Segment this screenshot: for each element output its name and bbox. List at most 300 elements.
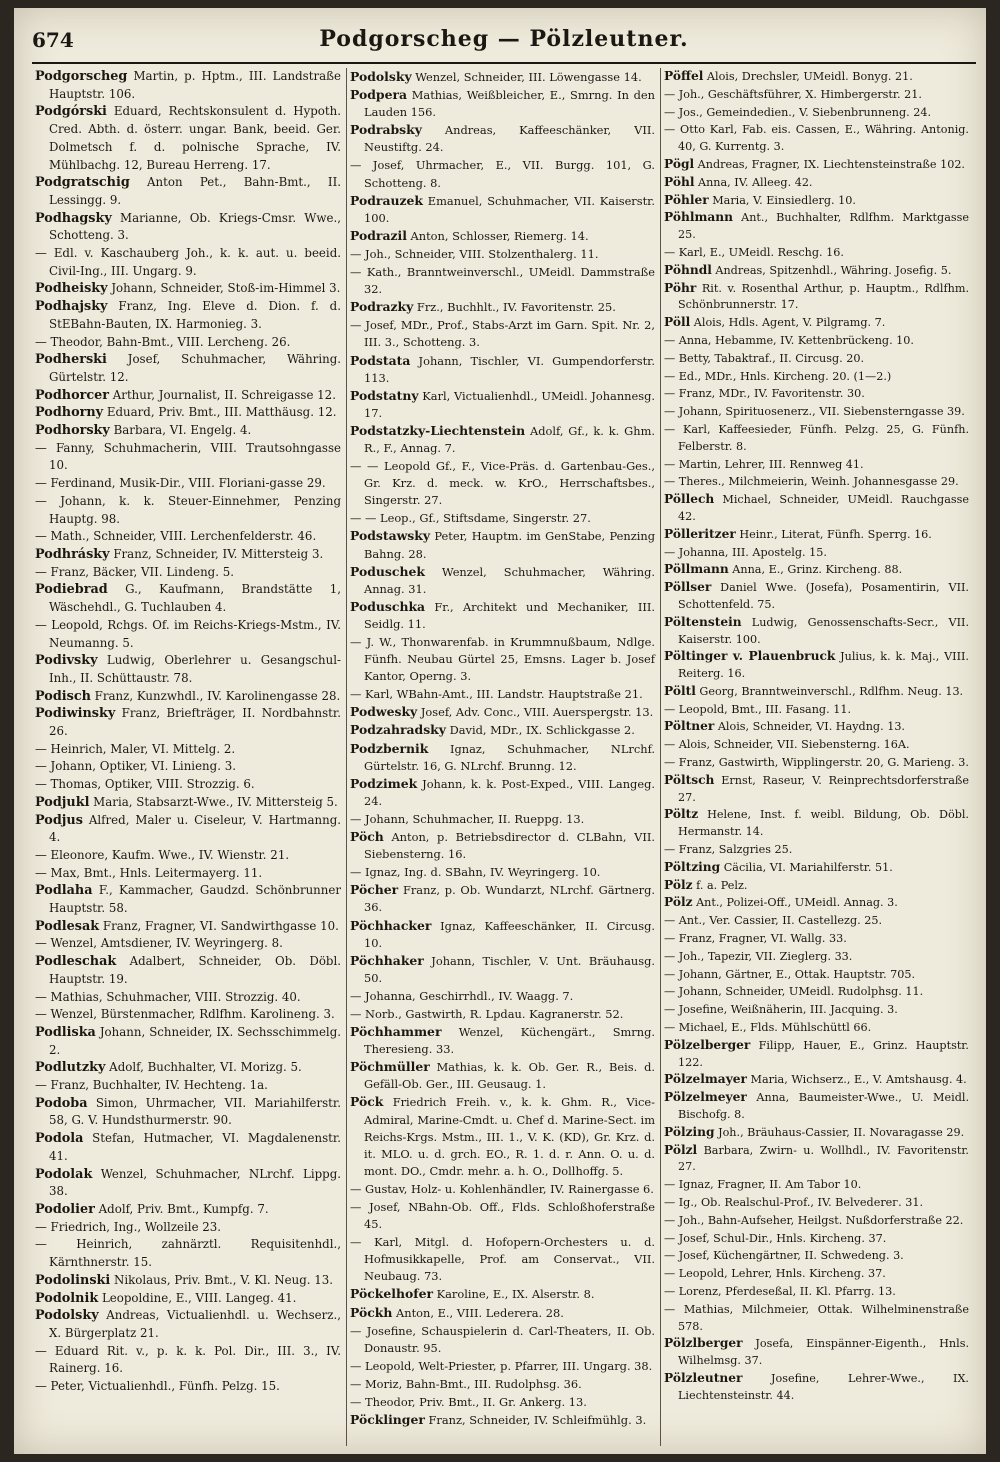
- entry-surname: Podzbernik: [350, 740, 429, 756]
- entry-surname: Podolak: [35, 1166, 93, 1182]
- directory-entry: [664, 877, 969, 895]
- directory-entry: [350, 598, 655, 633]
- entry-surname: Pöch: [350, 829, 384, 845]
- entry-surname: Podolsky: [35, 1308, 99, 1324]
- entry-surname: Podzimek: [350, 775, 418, 791]
- entry-surname: Pölzing: [664, 1124, 715, 1139]
- directory-entry: [664, 1142, 969, 1177]
- entry-details: Anton, E., VIII. Lederera. 28.: [392, 1305, 564, 1320]
- entry-surname: Podgórski: [35, 104, 107, 120]
- entry-details: F., Kammacher, Gaudzd. Schönbrunner Hauptstr. 58.: [49, 883, 341, 916]
- directory-entry: [350, 563, 655, 598]
- entry-details: Karoline, E., IX. Alserstr. 8.: [432, 1287, 595, 1302]
- directory-entry: [350, 1393, 655, 1411]
- directory-entry: [350, 227, 655, 245]
- directory-entry: [664, 579, 969, 614]
- entry-details: — Johanna, Geschirrhdl., IV. Waagg. 7.: [350, 988, 574, 1003]
- entry-surname: Podstata: [350, 352, 411, 368]
- entry-details: Franz, p. Ob. Wundarzt, NLrchf. Gärtnerg. 36.: [364, 883, 655, 915]
- directory-entry: [664, 209, 969, 244]
- entry-details: Andreas, Kaffeeschänker, VII. Neustiftg. 24.: [364, 123, 655, 155]
- directory-entry: [350, 810, 655, 828]
- entry-surname: Pölzelmeyer: [664, 1090, 747, 1105]
- entry-surname: Podrazky: [350, 299, 414, 315]
- directory-entry: [664, 912, 969, 930]
- directory-entry: [350, 457, 655, 509]
- entry-surname: Pöltenstein: [664, 614, 742, 629]
- entry-details: — Kath., Branntweinverschl., UMeidl. Dammstraße 32.: [350, 265, 655, 297]
- entry-details: G., Kaufmann, Brandstätte 1, Wäschehdl., G. Tuchlauben 4.: [49, 582, 341, 615]
- directory-entry: [35, 1201, 341, 1219]
- directory-entry: [350, 685, 655, 703]
- entry-details: Joh., Bräuhaus-Cassier, II. Novaragasse 29.: [714, 1125, 965, 1139]
- entry-surname: Pöltl: [664, 683, 696, 698]
- entry-details: Fr., Architekt und Mechaniker, III. Seidlg. 11.: [364, 599, 655, 631]
- directory-entry: [664, 473, 969, 491]
- entry-surname: Podjukl: [35, 794, 90, 810]
- directory-entry: [350, 1411, 655, 1429]
- directory-entry: [35, 812, 341, 847]
- entry-surname: Pöchhaker: [350, 952, 424, 968]
- directory-entry: [664, 421, 969, 456]
- column-2: [346, 68, 660, 1446]
- directory-entry: [664, 983, 969, 1001]
- entry-details: — Ig., Ob. Realschul-Prof., IV. Belvederег. 31.: [664, 1196, 924, 1209]
- entry-details: David, MDr., IX. Schlickgasse 2.: [445, 723, 635, 738]
- directory-entry: [664, 754, 969, 772]
- entry-details: — Franz, MDr., IV. Favoritenstr. 30.: [664, 387, 865, 401]
- entry-details: Frz., Buchhlt., IV. Favoritenstr. 25.: [413, 300, 616, 315]
- entry-details: — Lorenz, Pferdeseßal, II. Kl. Pfarrg. 13.: [664, 1284, 896, 1298]
- entry-details: Eduard, Priv. Bmt., III. Matthäusg. 12.: [103, 405, 337, 420]
- directory-entry: [664, 314, 969, 332]
- entry-surname: Pöltsch: [664, 772, 715, 787]
- directory-entry: [350, 721, 655, 739]
- entry-details: — Leopold, Welt-Priester, p. Pfarrer, III. Ungarg. 38.: [350, 1358, 653, 1373]
- entry-details: Wenzel, Schuhmacher, NLrchf. Lippg. 38.: [49, 1166, 341, 1199]
- directory-entry: [664, 736, 969, 754]
- directory-entry: [664, 1071, 969, 1089]
- entry-surname: Pöckh: [350, 1304, 393, 1320]
- entry-details: — Max, Bmt., Hnls. Leitermayerg. 11.: [35, 865, 263, 880]
- directory-entry: [664, 1301, 969, 1336]
- directory-entry: [35, 847, 341, 865]
- entry-details: Ludwig, Genossenschafts-Secr., VII. Kaiserstr. 100.: [678, 615, 969, 646]
- directory-entry: [664, 859, 969, 877]
- entry-details: — Josef, Schul-Dir., Hnls. Kircheng. 37.: [664, 1231, 887, 1245]
- directory-entry: [350, 740, 655, 775]
- entry-details: — Alois, Schneider, VII. Siebensterng. 16A.: [664, 738, 910, 752]
- entry-details: Anna, E., Grinz. Kircheng. 88.: [728, 563, 903, 577]
- directory-entry: [664, 1194, 969, 1212]
- entry-surname: Podlutzky: [35, 1060, 106, 1076]
- entry-details: — Josefine, Schauspielerin d. Carl-Theaters, II. Ob. Donaustr. 95.: [350, 1323, 655, 1355]
- directory-entry: [35, 935, 341, 953]
- directory-entry: [664, 332, 969, 350]
- entry-details: Arthur, Journalist, II. Schreigasse 12.: [109, 387, 336, 402]
- directory-entry: [35, 1095, 341, 1130]
- entry-details: — Thomas, Optiker, VIII. Strozzig. 6.: [35, 777, 255, 792]
- entry-details: — Johann, Spirituosenerz., VII. Siebensterngasse 39.: [664, 405, 965, 419]
- directory-columns: [32, 68, 976, 1446]
- directory-entry: [35, 546, 341, 564]
- entry-surname: Podrabsky: [350, 122, 422, 138]
- entry-details: Maria, V. Einsiedlerg. 10.: [708, 193, 856, 207]
- entry-surname: Podleschak: [35, 954, 117, 970]
- directory-entry: [664, 1124, 969, 1142]
- directory-entry: [664, 104, 969, 122]
- directory-entry: [664, 174, 969, 192]
- entry-details: Anna, Baumeister-Wwe., U. Meidl. Bischofg. 8.: [678, 1091, 969, 1122]
- directory-entry: [35, 989, 341, 1007]
- entry-details: — Josef, MDr., Prof., Stabs-Arzt im Garn. Spit. Nr. 2, III. 3., Schotteng. 3.: [350, 318, 655, 350]
- entry-details: — Mathias, Schuhmacher, VIII. Strozzig. 40.: [35, 989, 301, 1004]
- directory-entry: [350, 1005, 655, 1023]
- directory-entry: [35, 741, 341, 759]
- entry-details: Martin, p. Hptm., III. Landstraße Hauptstr. 106.: [49, 69, 341, 101]
- entry-surname: Podliska: [35, 1024, 96, 1040]
- entry-details: — Theodor, Bahn-Bmt., VIII. Lercheng. 26.: [35, 334, 291, 349]
- entry-details: Michael, Schneider, UMeidl. Rauchgasse 42.: [678, 493, 969, 523]
- directory-entry: [664, 156, 969, 174]
- entry-surname: Podjus: [35, 812, 83, 828]
- entry-surname: Podrauzek: [350, 192, 423, 208]
- entry-details: — Johann, Schneider, UMeidl. Rudolphsg. 11.: [664, 985, 924, 999]
- directory-entry: [35, 1024, 341, 1059]
- directory-entry: [664, 192, 969, 210]
- entry-details: Friedrich Freih. v., k. k. Ghm. R., Vice-Admiral, Marine-Cmdt. u. Chef d. Marine-Sect. im Reichs-Krgs. Mstm., III. 1., V. K. (KD), Gr. Krz. d. it. MLO. u. d. grch. EO., R. 1. d. r. Ann. O. u. d. mont. DO., Cmdr. mehr. a. h. O., Dollhoffg. 5.: [364, 1095, 655, 1178]
- directory-entry: [664, 526, 969, 544]
- directory-entry: [664, 350, 969, 368]
- entry-details: — Franz, Bäcker, VII. Lindeng. 5.: [35, 564, 234, 579]
- entry-details: — Josef, Uhrmacher, E., VII. Burgg. 101, G. Schotteng. 8.: [350, 158, 655, 190]
- entry-details: — J. W., Thonwarenfab. in Krummnußbaum, Ndlge. Fünfh. Neubau Gürtel 25, Emsns. Lager b. Josef Kantor, Operng. 3.: [350, 635, 655, 684]
- directory-entry: [350, 527, 655, 562]
- entry-details: — — Leop., Gf., Stiftsdame, Singerstr. 27.: [350, 511, 591, 526]
- directory-entry: [664, 280, 969, 315]
- directory-entry: [35, 1378, 341, 1396]
- directory-entry: [350, 1023, 655, 1058]
- directory-entry: [664, 385, 969, 403]
- directory-entry: [664, 841, 969, 859]
- directory-entry: [350, 86, 655, 121]
- entry-surname: Podhorsky: [35, 423, 110, 439]
- entry-details: Andreas, Spitzenhdl., Währing. Josefig. 5.: [711, 263, 952, 277]
- directory-entry: [664, 491, 969, 526]
- entry-surname: Podolnik: [35, 1290, 99, 1306]
- directory-entry: [35, 652, 341, 687]
- entry-details: — Jos., Gemeindedien., V. Siebenbrunneng. 24.: [664, 105, 932, 119]
- directory-entry: [350, 387, 655, 422]
- entry-details: Adalbert, Schneider, Ob. Döbl. Hauptstr. 19.: [49, 954, 341, 986]
- entry-details: — Heinrich, Maler, VI. Mittelg. 2.: [35, 741, 236, 756]
- entry-details: Filipp, Hauer, E., Grinz. Hauptstr. 122.: [678, 1038, 969, 1069]
- directory-entry: [664, 1230, 969, 1248]
- entry-details: — Joh., Tapezir, VII. Zieglerg. 33.: [664, 949, 853, 963]
- entry-details: Johann, Tischler, VI. Gumpendorferstr. 113.: [364, 353, 655, 385]
- directory-entry: [35, 1130, 341, 1165]
- entry-details: Karl, Victualienhdl., UMeidl. Johannesg. 17.: [364, 388, 655, 420]
- entry-surname: Podhorcer: [35, 387, 110, 403]
- entry-surname: Podgorscheg: [35, 69, 128, 84]
- entry-details: — Karl, WBahn-Amt., III. Landstr. Hauptstraße 21.: [350, 687, 643, 702]
- entry-details: — Johanna, III. Apostelg. 15.: [664, 545, 827, 559]
- entry-details: Ignaz, Kaffeeschänker, II. Circusg. 10.: [364, 918, 655, 950]
- entry-surname: Podpera: [350, 87, 408, 103]
- directory-entry: [35, 865, 341, 883]
- entry-surname: Pöltinger v. Plauenbruck: [664, 649, 836, 664]
- entry-surname: Podheisky: [35, 281, 108, 297]
- entry-details: Anton, p. Betriebsdirector d. CLBahn, VII. Siebensterng. 16.: [364, 830, 655, 862]
- entry-details: — Michael, E., Flds. Mühlschüttl 66.: [664, 1021, 872, 1035]
- entry-details: Ernst, Raseur, V. Reinprechtsdorferstraße 27.: [678, 773, 969, 804]
- entry-surname: Pöck: [350, 1094, 384, 1110]
- entry-details: Eduard, Rechtskonsulent d. Hypoth. Cred. Abth. d. österr. ungar. Bank, beeid. Ger. Dolmetsch f. d. polnische Sprache, IV. Mühlbachg. 12, Bureau Herreng. 17.: [49, 104, 341, 172]
- entry-surname: Podherski: [35, 352, 107, 368]
- entry-details: — Eduard Rit. v., p. k. k. Pol. Dir., III. 3., IV. Rainerg. 16.: [35, 1343, 341, 1376]
- directory-entry: [350, 633, 655, 685]
- entry-details: Ant., Buchhalter, Rdlfhm. Marktgasse 25.: [678, 211, 969, 242]
- entry-details: Wenzel, Schuhmacher, Währing. Annag. 31.: [364, 564, 655, 596]
- entry-details: — Johann, Schuhmacher, II. Rueppg. 13.: [350, 811, 585, 826]
- directory-entry: [350, 775, 655, 810]
- entry-details: Franz, Fragner, VI. Sandwirthgasse 10.: [99, 918, 339, 933]
- directory-entry: [664, 368, 969, 386]
- directory-entry: [350, 263, 655, 298]
- directory-entry: [35, 210, 341, 245]
- directory-entry: [664, 403, 969, 421]
- directory-entry: [664, 894, 969, 912]
- directory-entry: [664, 1037, 969, 1072]
- directory-entry: [35, 422, 341, 440]
- entry-surname: Pöhl: [664, 174, 695, 189]
- entry-details: Josefine, Lehrer-Wwe., IX. Liechtensteinstr. 44.: [678, 1371, 969, 1402]
- directory-entry: [35, 1059, 341, 1077]
- entry-details: — Franz, Buchhalter, IV. Hechteng. 1a.: [35, 1078, 268, 1093]
- entry-details: — Leopold, Rchgs. Of. im Reichs-Kriegs-Mstm., IV. Neumanng. 5.: [35, 617, 341, 650]
- directory-entry: [35, 794, 341, 812]
- directory-entry: [350, 192, 655, 227]
- directory-entry: [350, 1058, 655, 1093]
- entry-surname: Podhrásky: [35, 546, 110, 562]
- directory-entry: [35, 493, 341, 528]
- directory-entry: [35, 351, 341, 386]
- entry-details: — Theodor, Priv. Bmt., II. Gr. Ankerg. 13.: [350, 1395, 587, 1410]
- directory-entry: [350, 952, 655, 987]
- entry-details: — Joh., Geschäftsführer, X. Himbergerstr. 21.: [664, 87, 922, 101]
- directory-entry: [35, 758, 341, 776]
- directory-entry: [35, 440, 341, 475]
- entry-details: — Anna, Hebamme, IV. Kettenbrückeng. 10.: [664, 333, 914, 347]
- directory-entry: [664, 1212, 969, 1230]
- directory-entry: [35, 245, 341, 280]
- directory-entry: [664, 648, 969, 683]
- directory-entry: [35, 776, 341, 794]
- directory-entry: [35, 387, 341, 405]
- directory-entry: [350, 1322, 655, 1357]
- entry-details: — Leopold, Lehrer, Hnls. Kircheng. 37.: [664, 1267, 886, 1281]
- entry-details: Helene, Inst. f. weibl. Bildung, Ob. Döbl. Hermanstr. 14.: [678, 808, 969, 839]
- directory-entry: [664, 1247, 969, 1265]
- entry-details: — Karl, E., UMeidl. Reschg. 16.: [664, 245, 844, 259]
- entry-details: Anton Pet., Bahn-Bmt., II. Lessingg. 9.: [49, 175, 341, 207]
- directory-entry: [664, 614, 969, 649]
- directory-entry: [35, 103, 341, 174]
- directory-entry: [664, 121, 969, 156]
- directory-entry: [350, 1233, 655, 1285]
- entry-surname: Podwesky: [350, 704, 418, 720]
- entry-details: Josef, Adv. Conc., VIII. Auerspergstr. 13.: [417, 705, 654, 720]
- entry-details: — Ignaz, Fragner, II. Am Tabor 10.: [664, 1178, 862, 1192]
- entry-details: — Ferdinand, Musik-Dir., VIII. Floriani-gasse 29.: [35, 476, 326, 491]
- directory-entry: [35, 1290, 341, 1308]
- entry-surname: Pölz: [664, 877, 693, 892]
- entry-surname: Pögl: [664, 156, 695, 171]
- entry-surname: Podoba: [35, 1095, 88, 1111]
- directory-entry: [350, 1375, 655, 1393]
- entry-details: Mathias, k. k. Ob. Ger. R., Beis. d. Gefäll-Ob. Ger., III. Geusaug. 1.: [364, 1060, 655, 1092]
- entry-details: — Franz, Gastwirth, Wipplingerstr. 20, G. Marieng. 3.: [664, 756, 969, 770]
- directory-entry: [350, 352, 655, 387]
- entry-surname: Poduschek: [350, 563, 425, 579]
- entry-details: — Ignaz, Ing. d. SBahn, IV. Weyringerg. 10.: [350, 865, 601, 880]
- entry-details: — Moriz, Bahn-Bmt., III. Rudolphsg. 36.: [350, 1376, 582, 1391]
- entry-details: — Franz, Salzgries 25.: [664, 843, 793, 857]
- entry-surname: Pöcklinger: [350, 1412, 425, 1428]
- entry-details: — Wenzel, Amtsdiener, IV. Weyringerg. 8.: [35, 936, 283, 951]
- entry-details: Franz, Kunzwhdl., IV. Karolinengasse 28.: [90, 688, 341, 703]
- entry-surname: Pölleritzer: [664, 526, 736, 541]
- entry-surname: Pöllser: [664, 580, 712, 595]
- directory-entry: [35, 1077, 341, 1095]
- directory-page: [14, 8, 986, 1454]
- entry-details: Johann, k. k. Post-Exped., VIII. Langeg. 24.: [364, 776, 655, 808]
- directory-entry: [664, 86, 969, 104]
- directory-entry: [664, 966, 969, 984]
- entry-details: Wenzel, Küchengärt., Smrng. Theresieng. 33.: [364, 1025, 655, 1057]
- entry-details: — Norb., Gastwirth, R. Lpdau. Kagranerstr. 52.: [350, 1006, 624, 1021]
- entry-details: Ludwig, Oberlehrer u. Gesangschul-Inh., II. Schüttaustr. 78.: [49, 653, 341, 685]
- directory-entry: [35, 581, 341, 616]
- entry-details: — Franz, Fragner, VI. Wallg. 33.: [664, 932, 847, 946]
- directory-entry: [664, 718, 969, 736]
- directory-entry: [664, 1001, 969, 1019]
- entry-surname: Pöltzing: [664, 859, 721, 874]
- entry-details: Cäcilia, VI. Mariahilferstr. 51.: [720, 860, 893, 874]
- entry-surname: Pölzelberger: [664, 1037, 751, 1052]
- entry-details: Simon, Uhrmacher, VII. Mariahilferstr. 58, G. V. Hundsthurmerstr. 90.: [49, 1095, 341, 1128]
- entry-surname: Pöchmüller: [350, 1059, 430, 1075]
- entry-surname: Pöchhacker: [350, 917, 432, 933]
- entry-surname: Podiwinsky: [35, 706, 116, 722]
- directory-entry: [35, 528, 341, 546]
- entry-details: f. a. Pelz.: [692, 878, 748, 892]
- entry-details: Anton, Schlosser, Riemerg. 14.: [406, 228, 589, 243]
- entry-details: Wenzel, Schneider, III. Löwengasse 14.: [411, 70, 642, 84]
- column-3: [660, 68, 974, 1446]
- directory-entry: [35, 174, 341, 209]
- entry-details: Franz, Schneider, IV. Mittersteig 3.: [109, 546, 324, 561]
- entry-details: Johann, Tischler, V. Unt. Bräuhausg. 50.: [364, 953, 655, 985]
- entry-details: Franz, Ing. Eleve d. Dion. f. d. StEBahn-Bauten, IX. Harmonieg. 3.: [49, 299, 341, 331]
- entry-surname: Podstatny: [350, 387, 419, 403]
- entry-details: — — Leopold Gf., F., Vice-Präs. d. Gartenbau-Ges., Gr. Krz. d. meck. w. KrO., Herrschaftsbes., Singerstr. 27.: [350, 459, 655, 508]
- entry-details: — Heinrich, zahnärztl. Requisitenhdl., Kärnthnerstr. 15.: [35, 1237, 341, 1270]
- entry-details: — Eleonore, Kaufm. Wwe., IV. Wienstr. 21.: [35, 847, 290, 862]
- entry-details: — Gustav, Holz- u. Kohlenhändler, IV. Rainergasse 6.: [350, 1181, 654, 1196]
- directory-entry: [35, 1166, 341, 1201]
- entry-details: — Martin, Lehrer, III. Rennweg 41.: [664, 457, 864, 471]
- directory-entry: [35, 334, 341, 352]
- entry-details: Adolf, Gf., k. k. Ghm. R., F., Annag. 7.: [364, 423, 655, 455]
- directory-entry: [350, 881, 655, 916]
- entry-details: Emanuel, Schuhmacher, VII. Kaiserstr. 100.: [364, 193, 655, 225]
- entry-details: Josefa, Einspänner-Eigenth., Hnls. Wilhelmsg. 37.: [678, 1337, 969, 1368]
- entry-surname: Podlaha: [35, 883, 93, 899]
- entry-surname: Pöllmann: [664, 562, 729, 577]
- entry-details: — Leopold, Bmt., III. Fasang. 11.: [664, 702, 851, 716]
- directory-entry: [350, 987, 655, 1005]
- directory-entry: [35, 564, 341, 582]
- directory-entry: [350, 1357, 655, 1375]
- entry-details: — Johann, Gärtner, E., Ottak. Hauptstr. 705.: [664, 967, 916, 981]
- directory-entry: [664, 1265, 969, 1283]
- directory-entry: [350, 863, 655, 881]
- entry-details: Anna, IV. Alleeg. 42.: [694, 175, 813, 189]
- entry-details: Franz, Briefträger, II. Nordbahnstr. 26.: [49, 706, 341, 739]
- directory-entry: [350, 1093, 655, 1179]
- entry-details: Nikolaus, Priv. Bmt., V. Kl. Neug. 13.: [110, 1272, 334, 1287]
- entry-surname: Podolsky: [350, 69, 412, 84]
- directory-entry: [35, 953, 341, 988]
- entry-details: — Fanny, Schuhmacherin, VIII. Trautsohngasse 10.: [35, 440, 341, 473]
- directory-entry: [35, 688, 341, 706]
- entry-details: Adolf, Priv. Bmt., Kumpfg. 7.: [94, 1202, 269, 1216]
- entry-surname: Poduschka: [350, 598, 426, 614]
- entry-surname: Pöltz: [664, 807, 699, 822]
- entry-surname: Pölzleutner: [664, 1370, 743, 1385]
- directory-entry: [664, 1089, 969, 1124]
- entry-details: — Otto Karl, Fab. eis. Cassen, E., Währing. Antonig. 40, G. Kurrentg. 3.: [664, 123, 969, 154]
- directory-entry: [664, 1335, 969, 1370]
- entry-surname: Pöckelhofer: [350, 1286, 433, 1302]
- entry-details: Alois, Hdls. Agent, V. Pilgramg. 7.: [690, 316, 886, 330]
- directory-entry: [350, 1198, 655, 1233]
- entry-surname: Podolier: [35, 1202, 95, 1217]
- entry-details: Maria, Stabsarzt-Wwe., IV. Mittersteig 5.: [89, 794, 338, 809]
- entry-details: Alfred, Maler u. Ciseleur, V. Hartmanng. 4.: [49, 812, 341, 845]
- entry-details: — Ed., MDr., Hnls. Kircheng. 20. (1—2.): [664, 369, 892, 383]
- directory-entry: [664, 1283, 969, 1301]
- directory-entry: [664, 561, 969, 579]
- entry-surname: Podhagsky: [35, 210, 112, 226]
- entry-surname: Podrazil: [350, 227, 407, 243]
- entry-details: — Math., Schneider, VIII. Lerchenfelderstr. 46.: [35, 529, 317, 544]
- entry-details: Peter, Hauptm. im GenStabe, Penzing Bahng. 28.: [364, 529, 655, 561]
- directory-entry: [664, 244, 969, 262]
- directory-entry: [35, 882, 341, 917]
- entry-details: Johann, Schneider, Stoß-im-Himmel 3.: [107, 281, 341, 296]
- entry-surname: Pöhler: [664, 192, 709, 207]
- entry-surname: Pölzl: [664, 1142, 698, 1157]
- entry-surname: Podolinski: [35, 1272, 111, 1288]
- entry-details: Franz, Schneider, IV. Schleifmühlg. 3.: [424, 1413, 647, 1428]
- entry-details: Leopoldine, E., VIII. Langeg. 41.: [98, 1290, 297, 1305]
- directory-entry: [35, 617, 341, 652]
- entry-details: — Josefine, Weißnäherin, III. Jacquing. 3.: [664, 1003, 898, 1017]
- directory-entry: [35, 68, 341, 103]
- directory-entry: [664, 68, 969, 86]
